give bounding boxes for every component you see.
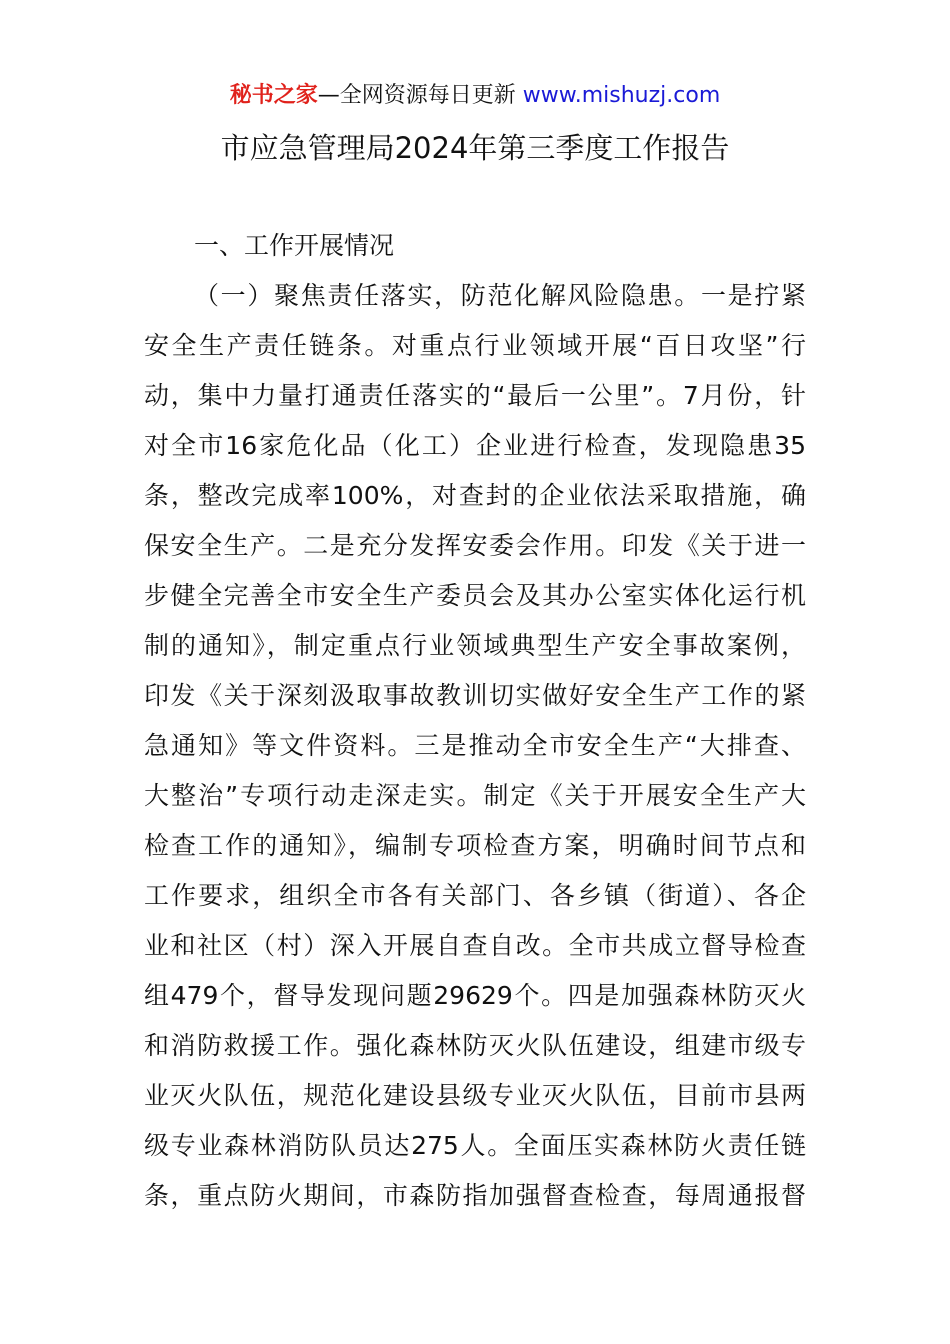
site-url-link[interactable]: www.mishuzj.com bbox=[522, 83, 721, 108]
paragraph-line: 动，集中力量打通责任落实的“最后一公里”。7月份，针 bbox=[144, 381, 806, 410]
site-brand: 秘书之家 bbox=[229, 83, 318, 108]
paragraph-line: 条，整改完成率100%，对查封的企业依法采取措施，确 bbox=[144, 481, 806, 510]
paragraph-line: 业和社区（村）深入开展自查自改。全市共成立督导检查 bbox=[144, 931, 806, 960]
paragraph-line: 条，重点防火期间，市森防指加强督查检查，每周通报督 bbox=[144, 1181, 806, 1210]
paragraph-line: 和消防救援工作。强化森林防灭火队伍建设，组建市级专 bbox=[144, 1031, 806, 1060]
paragraph-line: 工作要求，组织全市各有关部门、各乡镇（街道）、各企 bbox=[144, 881, 806, 910]
site-header bbox=[0, 80, 950, 112]
paragraph-line: 安全生产责任链条。对重点行业领域开展“百日攻坚”行 bbox=[144, 331, 806, 360]
paragraph-line: 业灭火队伍，规范化建设县级专业灭火队伍，目前市县两 bbox=[144, 1081, 806, 1110]
paragraph-line: 制的通知》，制定重点行业领域典型生产安全事故案例， bbox=[144, 631, 806, 660]
paragraph-line: 急通知》等文件资料。三是推动全市安全生产“大排查、 bbox=[144, 731, 806, 760]
paragraph-line: 检查工作的通知》，编制专项检查方案，明确时间节点和 bbox=[144, 831, 806, 860]
paragraph-line: （一）聚焦责任落实，防范化解风险隐患。一是拧紧 bbox=[194, 281, 806, 310]
section-heading: 一、工作开展情况 bbox=[194, 231, 395, 260]
paragraph-line: 印发《关于深刻汲取事故教训切实做好安全生产工作的紧 bbox=[144, 681, 806, 710]
paragraph-line: 对全市16家危化品（化工）企业进行检查，发现隐患35 bbox=[144, 431, 806, 460]
site-tagline: —全网资源每日更新 bbox=[317, 83, 523, 108]
paragraph-line: 级专业森林消防队员达275人。全面压实森林防火责任链 bbox=[144, 1131, 806, 1160]
paragraph-line: 保安全生产。二是充分发挥安委会作用。印发《关于进一 bbox=[144, 531, 806, 560]
document-title: 市应急管理局2024年第三季度工作报告 bbox=[220, 131, 730, 165]
paragraph-line: 组479个，督导发现问题29629个。四是加强森林防灭火 bbox=[144, 981, 806, 1010]
paragraph-line: 步健全完善全市安全生产委员会及其办公室实体化运行机 bbox=[144, 581, 806, 610]
paragraph-line: 大整治”专项行动走深走实。制定《关于开展安全生产大 bbox=[144, 781, 806, 810]
